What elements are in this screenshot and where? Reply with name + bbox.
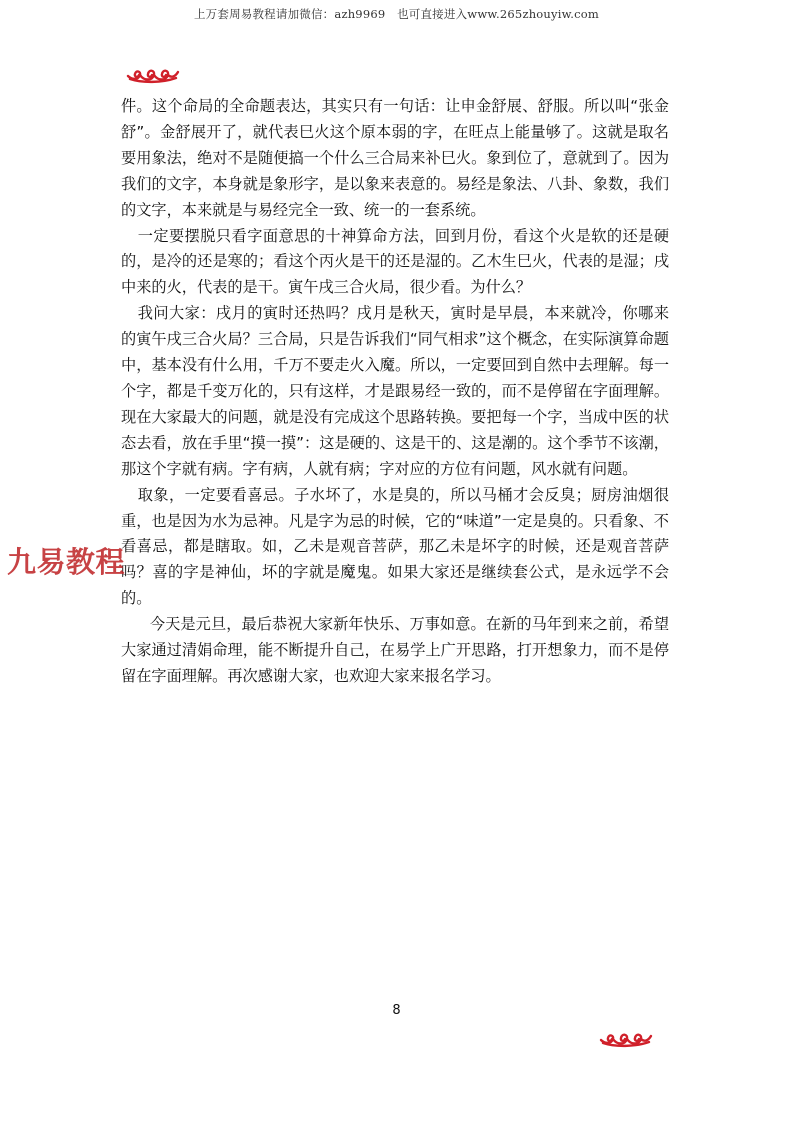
watermark: 九易教程 <box>7 545 126 579</box>
red-cloud-ornament-icon <box>126 66 180 84</box>
paragraph: 件。这个命局的全命题表达，其实只有一句话：让申金舒展、舒服。所以叫“张金舒”。金舒展开了，就代表巳火这个原本弱的字，在旺点上能量够了。这就是取名要用象法，绝对不是随便搞一个什么三合局来补巳火。象到位了，意就到了。因为我们的文字，本身就是象形字，是以象来表意的。易经是象法、八卦、象数，我们的文字，本来就是与易经完全一致、统一的一套系统。 <box>121 97 669 219</box>
page-number: 8 <box>392 1003 401 1018</box>
page-header: 上万套周易教程请加微信：azh9969 也可直接进入www.265zhouyiw.com <box>193 7 600 21</box>
article-body <box>121 94 669 690</box>
red-cloud-ornament-icon <box>599 1030 653 1048</box>
paragraph: 我问大家：戌月的寅时还热吗？戌月是秋天，寅时是早晨，本来就冷，你哪来的寅午戌三合火局？三合局，只是告诉我们“同气相求”这个概念，在实际演算命题中，基本没有什么用，千万不要走火入魔。所以，一定要回到自然中去理解。每一个字，都是千变万化的，只有这样，才是跟易经一致的，而不是停留在字面理解。现在大家最大的问题，就是没有完成这个思路转换。要把每一个字，当成中医的状态去看，放在手里“摸一摸”：这是硬的、这是干的、这是潮的。这个季节不该潮，那这个字就有病。字有病，人就有病；字对应的方位有问题，风水就有问题。 <box>121 304 669 478</box>
paragraph: 取象，一定要看喜忌。子水坏了，水是臭的，所以马桶才会反臭；厨房油烟很重，也是因为水为忌神。凡是字为忌的时候，它的“味道”一定是臭的。只看象、不看喜忌，都是瞎取。如，乙未是观音菩萨，那乙未是坏字的时候，还是观音菩萨吗？喜的字是神仙，坏的字就是魔鬼。如果大家还是继续套公式，是永远学不会的。 <box>121 485 669 608</box>
paragraph: 一定要摆脱只看字面意思的十神算命方法，回到月份，看这个火是软的还是硬的，是冷的还是寒的；看这个丙火是干的还是湿的。乙木生巳火，代表的是湿；戌中来的火，代表的是干。寅午戌三合火局，很少看。为什么？ <box>121 226 669 297</box>
paragraph: 今天是元旦，最后恭祝大家新年快乐、万事如意。在新的马年到来之前，希望大家通过清娟命理，能不断提升自己，在易学上广开思路，打开想象力，而不是停留在字面理解。再次感谢大家，也欢迎大家来报名学习。 <box>121 615 669 685</box>
